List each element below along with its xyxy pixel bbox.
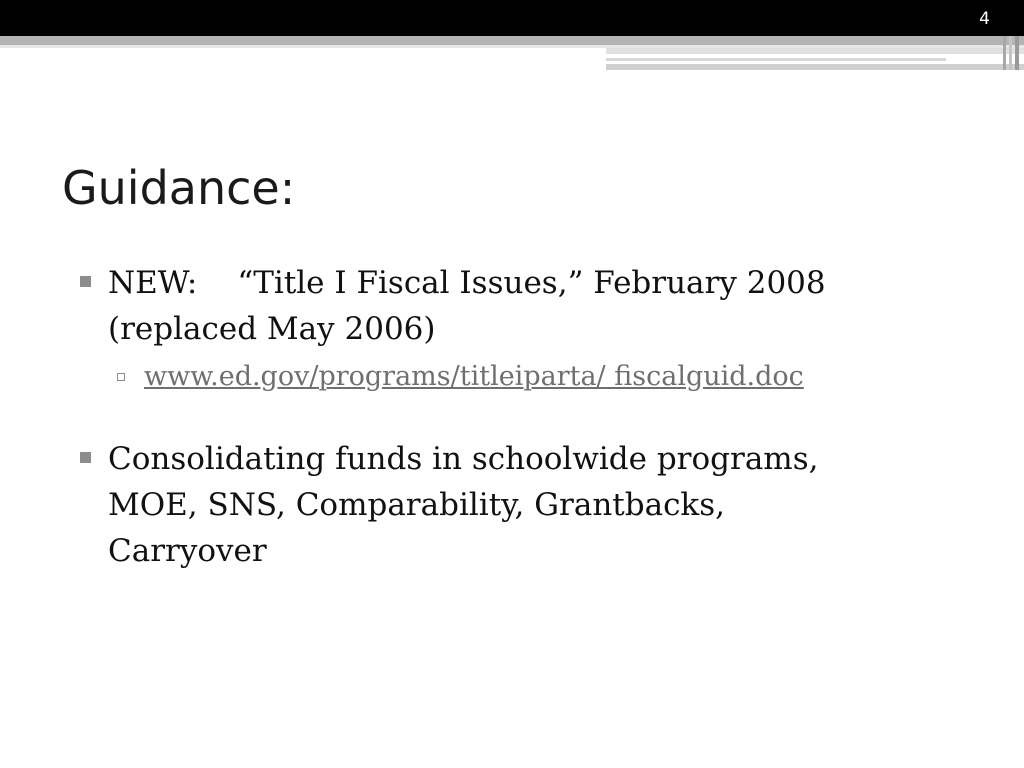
bullet-line: (replaced May 2006) bbox=[108, 311, 436, 347]
bullet-line: Consolidating funds in schoolwide programs, bbox=[108, 441, 819, 477]
sub-bullet-item bbox=[80, 358, 980, 396]
decorative-bar bbox=[606, 48, 1024, 54]
header-stripe bbox=[0, 36, 1024, 45]
decorative-vertical-bar bbox=[1015, 36, 1019, 70]
decorative-bar bbox=[606, 64, 1024, 70]
document-link[interactable]: www.ed.gov/programs/titleiparta/ fiscalguid.doc bbox=[144, 361, 804, 392]
square-bullet-icon bbox=[80, 452, 91, 463]
slide-number: 4 bbox=[979, 9, 990, 29]
bullet-text: “Title I Fiscal Issues,” February 2008 bbox=[237, 265, 826, 301]
bullet-label: NEW: bbox=[108, 265, 198, 301]
decorative-bar bbox=[606, 58, 946, 61]
header-bar bbox=[0, 0, 1024, 36]
slide-content bbox=[80, 260, 980, 574]
bullet-line bbox=[108, 260, 980, 306]
decorative-vertical-bar bbox=[1009, 36, 1012, 70]
bullet-item bbox=[80, 436, 980, 574]
square-bullet-icon bbox=[80, 276, 91, 287]
hollow-square-bullet-icon bbox=[117, 373, 125, 381]
decorative-vertical-bar bbox=[1003, 36, 1006, 70]
slide-title: Guidance: bbox=[62, 161, 296, 215]
bullet-item bbox=[80, 260, 980, 352]
bullet-line: Carryover bbox=[108, 533, 267, 569]
bullet-line: MOE, SNS, Comparability, Grantbacks, bbox=[108, 487, 725, 523]
